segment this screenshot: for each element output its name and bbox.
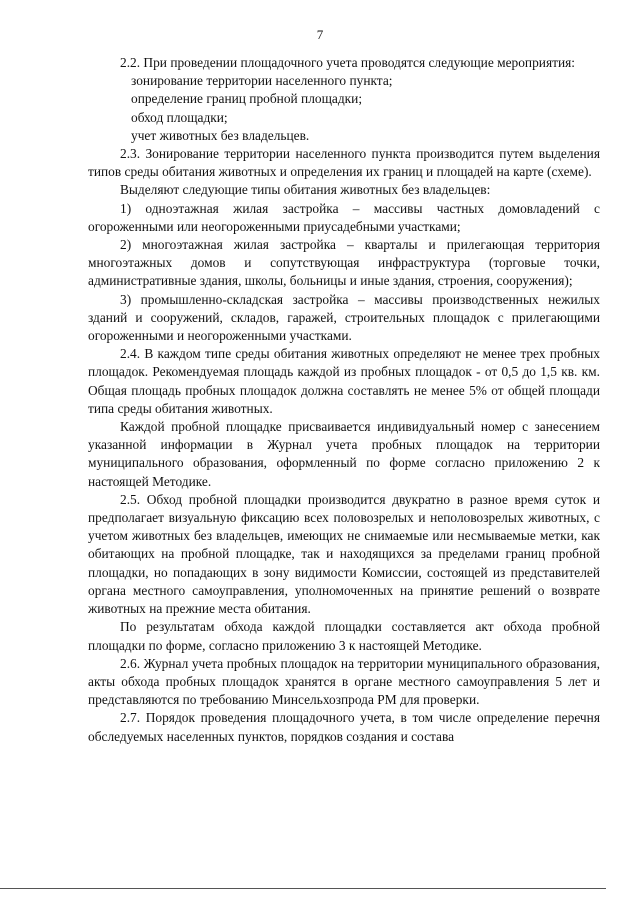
page-number: 7 [316,27,324,42]
paragraph-type-3: 3) промышленно-складская застройка – массивы производственных нежилых зданий и сооружений, складов, гаражей, строительных площадок с прилегающими огороженными и неогороженными участками. [88,291,600,344]
paragraph-2-7: 2.7. Порядок проведения площадочного учета, в том числе определение перечня обследуемых населенных пунктов, порядков создания и состава [88,710,600,744]
paragraph-2-4: 2.4. В каждом типе среды обитания животных определяют не менее трех пробных площадок. Рекомендуемая площадь каждой из пробных площадок - от 0,5 до 1,5 кв. км. Общая площадь пробных площадок должна составлять не менее 5% от общей площади типа среды обитания животных. [88,346,600,416]
paragraph-type-2: 2) многоэтажная жилая застройка – кварталы и прилегающая территория многоэтажных домов и сопутствующая инфраструктура (торговые точки, административные здания, школы, больницы и иные здания, строения, сооружения); [88,237,600,289]
paragraph-2-5: 2.5. Обход пробной площадки производится двукратно в разное время суток и предполагает визуальную фиксацию всех половозрелых и неполовозрелых животных, с учетом животных без владельцев, имеющих не снимаемые или несмываемые метки, как обитающих на пробной площадке, так и находящихся за пределами границ пробной площадки, но попадающих в зону видимости Комиссии, состоящей из представителей органа местного самоуправления, уполномоченных на принятие решений о возврате животных на прежние места обитания. [88,491,600,617]
paragraph-2-2: 2.2. При проведении площадочного учета проводятся следующие мероприятия: [120,55,576,70]
footer-divider [0,888,606,889]
paragraph-types-intro: Выделяют следующие типы обитания животных без владельцев: [120,182,491,198]
list-item: зонирование территории населенного пункта; [131,73,393,89]
paragraph-2-3: 2.3. Зонирование территории населенного пункта производится путем выделения типов среды обитания животных и определения их границ и площадей на карте (схеме). [88,146,600,180]
paragraph-2-6: 2.6. Журнал учета пробных площадок на территории муниципального образования, акты обхода пробных площадок хранятся в органе местного самоуправления 5 лет и представляются по требованию Минсельхозпрода РМ для проверки. [88,655,600,708]
list-item: обход площадки; [131,109,228,125]
paragraph-type-1: 1) одноэтажная жилая застройка – массивы частных домовладений с огороженными или неогороженными приусадебными участками; [88,200,600,234]
list-item: учет животных без владельцев. [131,127,310,143]
document-body [88,54,600,746]
list-item: определение границ пробной площадки; [131,91,363,107]
paragraph-numbering: Каждой пробной площадке присваивается индивидуальный номер с занесением указанной информации в Журнал учета пробных площадок на территории муниципального образования, оформленный по форме согласно приложению 2 к настоящей Методике. [88,419,600,489]
paragraph-act: По результатам обхода каждой площадки составляется акт обхода пробной площадки по форме, согласно приложению 3 к настоящей Методике. [88,619,600,653]
